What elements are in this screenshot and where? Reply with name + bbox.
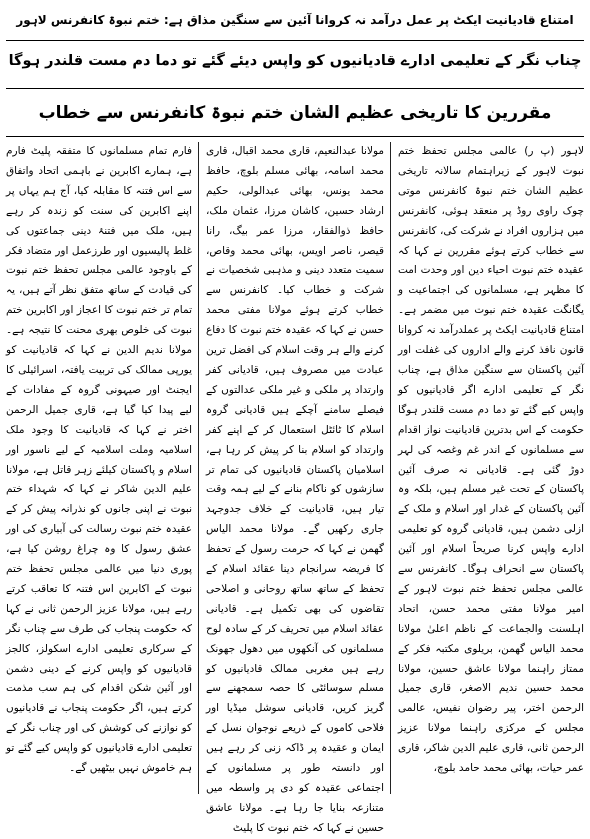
article-column-3 [6, 142, 192, 794]
headline-subtitle: مقررین کا تاریخی عظیم الشان ختم نبوۃ کانفرنس سے خطاب [38, 103, 552, 123]
headline-divider [6, 136, 584, 137]
headline-main: امتناع قادیانیت ایکٹ پر عمل درآمد نہ کروانا آئین سے سنگین مذاق ہے: ختم نبوۃ کانفرنس لاہور [16, 13, 574, 27]
column-divider [198, 142, 199, 794]
article-paragraph: فارم تمام مسلمانوں کا متفقہ پلیٹ فارم ہے، ہمارے اکابرین نے باہمی اتحاد واتفاق سے اس فتنہ کا مقابلہ کیا، آج ہم یہاں پر اپنے اکابرین کی سنت کو زندہ کر رہے ہیں، ملک میں فتنۂ دینی جماعتوں کی غلط پالیسیوں اور طرزعمل اور متضاد فکر کے باوجود عالمی مجلس تحفظ ختم نبوت کی قیادت کے ساتھ متفق نظر آتے ہیں، یہ تمام تر ختم نبوت کا اعجاز اور اکابرین ختم نبوت کی خلوص بھری محنت کا نتیجہ ہے۔ مولانا ندیم الدین نے کہا کہ قادیانیت کو یورپی ممالک کی تربیت یافتہ، اسرائیلی کا ایجنٹ اور صیہونی گروہ کے مفادات کے لیے پیدا کیا گیا ہے، قاری جمیل الرحمن اختر نے کہا کہ قادیانیت کا وجود ملک اسلامیہ وملت اسلامیہ کے لیے ناسور اور اسلام و پاکستان کیلئے زہر قاتل ہے، مولانا علیم الدین شاکر نے کہا کہ شہداء ختم نبوت نے اپنی جانوں کو نذرانہ پیش کر کے عقیدہ ختم نبوت رسالت کی آبیاری کی اور عشق رسول کا وہ چراغ روشن کیا ہے، پوری دنیا میں عالمی مجلس تحفظ ختم نبوت کے اکابرین اس فتنہ کا تعاقب کرتے رہے ہیں، مولانا عزیز الرحمن ثانی نے کہا کہ حکومت پنجاب کی طرف سے چناب نگر کے سرکاری تعلیمی ادارے اسکولز، کالجز قادیانیوں کو واپس کرنے کے دینی دشمن اور آئین شکن اقدام کی ہم سب مذمت کرتے ہیں، اگر حکومت پنجاب نے قادیانیوں کو نوازنے کی کوشش کی اور چناب نگر کے تعلیمی ادارے قادیانیوں کو واپس کیے گئے تو ہم خاموش نہیں بیٹھیں گے۔ [6, 145, 192, 775]
headline-divider [6, 40, 584, 41]
headline-secondary: چناب نگر کے تعلیمی ادارے قادیانیوں کو واپس دیئے گئے تو دما دم مست قلندر ہوگا [8, 53, 582, 69]
article-column-1 [398, 142, 584, 794]
article-paragraph: مولانا عبدالنعیم، قاری محمد اقبال، قاری محمد اسامہ، بھائی مسلم بلوچ، حافظ محمد یونس، بھائی عبدالولی، حکیم ارشاد حسین، کاشان مرزا، عثمان ملک، حافظ ذوالفقار، مرزا عمر بیگ، رانا قیصر، ناصر اویس، بھائی محمد وقاص، سمیت متعدد دینی و مذہبی شخصیات نے شرکت و خطاب کیا۔ کانفرنس سے خطاب کرتے ہوئے مولانا مفتی محمد حسن نے کہا کہ عقیدہ ختم نبوت کا دفاع کرنے والے ہر وقت اسلام کی افضل ترین عبادت میں مصروف ہیں، قادیانی کفر وارتداد پر ملکی و غیر ملکی عدالتوں کے فیصلے سامنے آچکے ہیں قادیانی گروہ اسلام کا ٹائٹل استعمال کر کے اپنے کفر وارتداد کو اسلام بنا کر پیش کر رہا ہے، اسلامیان پاکستان قادیانیوں کی تمام تر سازشوں کو ناکام بنانے کے لیے ہمہ وقت تیار ہیں، قادیانیت کے خلاف جدوجہد جاری رکھیں گے۔ مولانا محمد الیاس گھمن نے کہا کہ حرمت رسول کے تحفظ کا فریضہ سرانجام دینا عقائد اسلام کے تحفظ کے ساتھ ساتھ روحانی و اصلاحی تقاضوں کی بھی تکمیل ہے۔ قادیانی عقائد اسلام میں تحریف کر کے سادہ لوح مسلمانوں کی آنکھوں میں دھول جھونک رہے ہیں مغربی ممالک قادیانیوں کو مسلم سوسائٹی کا حصہ سمجھنے سے گریز کریں، قادیانی سوشل میڈیا اور فلاحی کاموں کے ذریعے نوجوان نسل کے ایمان و عقیدہ پر ڈاکہ زنی کر رہے ہیں اور دانستہ طور پر مسلمانوں کے اجتماعی عقیدہ کو دی پر واسطہ میں متنازعہ بنایا جا رہا ہے۔ مولانا عاشق حسین نے کہا کہ ختم نبوت کا پلیٹ [206, 145, 384, 834]
article-column-2 [206, 142, 384, 834]
column-divider [390, 142, 391, 794]
headline-divider [6, 88, 584, 89]
article-body [6, 142, 584, 834]
article-paragraph: لاہور (پ ر) عالمی مجلس تحفظ ختم نبوت لاہور کے زیراہتمام سالانہ تاریخی عظیم الشان ختم نبوۃ کانفرنس موتی چوک راوی روڈ پر منعقد ہوئی، کانفرنس میں ہزاروں افراد نے شرکت کی، کانفرنس سے خطاب کرتے ہوئے مقررین نے کہا کہ عقیدہ ختم نبوت احیاء دین اور وحدت امت کا مظہر ہے، مسلمانوں کی اجتماعیت و یگانگت عقیدہ ختم نبوت میں مضمر ہے۔ امتناع قادیانیت ایکٹ پر عملدرآمد نہ کروانا قانون نافذ کرنے والے اداروں کی غفلت اور آئین پاکستان سے سنگین مذاق ہے، چناب نگر کے تعلیمی ادارے اگر قادیانیوں کو واپس کیے گئے تو دما دم مست قلندر ہوگا حکومت کے اس بدترین قادیانیت نواز اقدام سے مسلمانوں کے اندر غم وغصہ کی لہر دوڑ گئی ہے۔ قادیانی نہ صرف آئین پاکستان کے تحت غیر مسلم ہیں، بلکہ وہ آئین پاکستان کے غدار اور اسلام و ملک کے ازلی دشمن ہیں، قادیانی گروہ کو تعلیمی ادارے واپس کرنا صریحاً اسلام اور آئین پاکستان سے انحراف ہوگا۔ کانفرنس سے عالمی مجلس تحفظ ختم نبوت لاہور کے امیر مولانا مفتی محمد حسن، اتحاد اہلسنت والجماعت کے ناظم اعلیٰ مولانا محمد الیاس گھمن، بریلوی مکتبہ فکر کے ممتاز راہنما مولانا عاشق حسین، مولانا محمد حسین ندیم الاصغر، قاری جمیل الرحمن اختر، پیر رضوان نفیس، عالمی مجلس کے مرکزی راہنما مولانا عزیز الرحمن ثانی، قاری علیم الدین شاکر، قاری عمر حیات، بھائی محمد حامد بلوچ، [398, 145, 584, 775]
